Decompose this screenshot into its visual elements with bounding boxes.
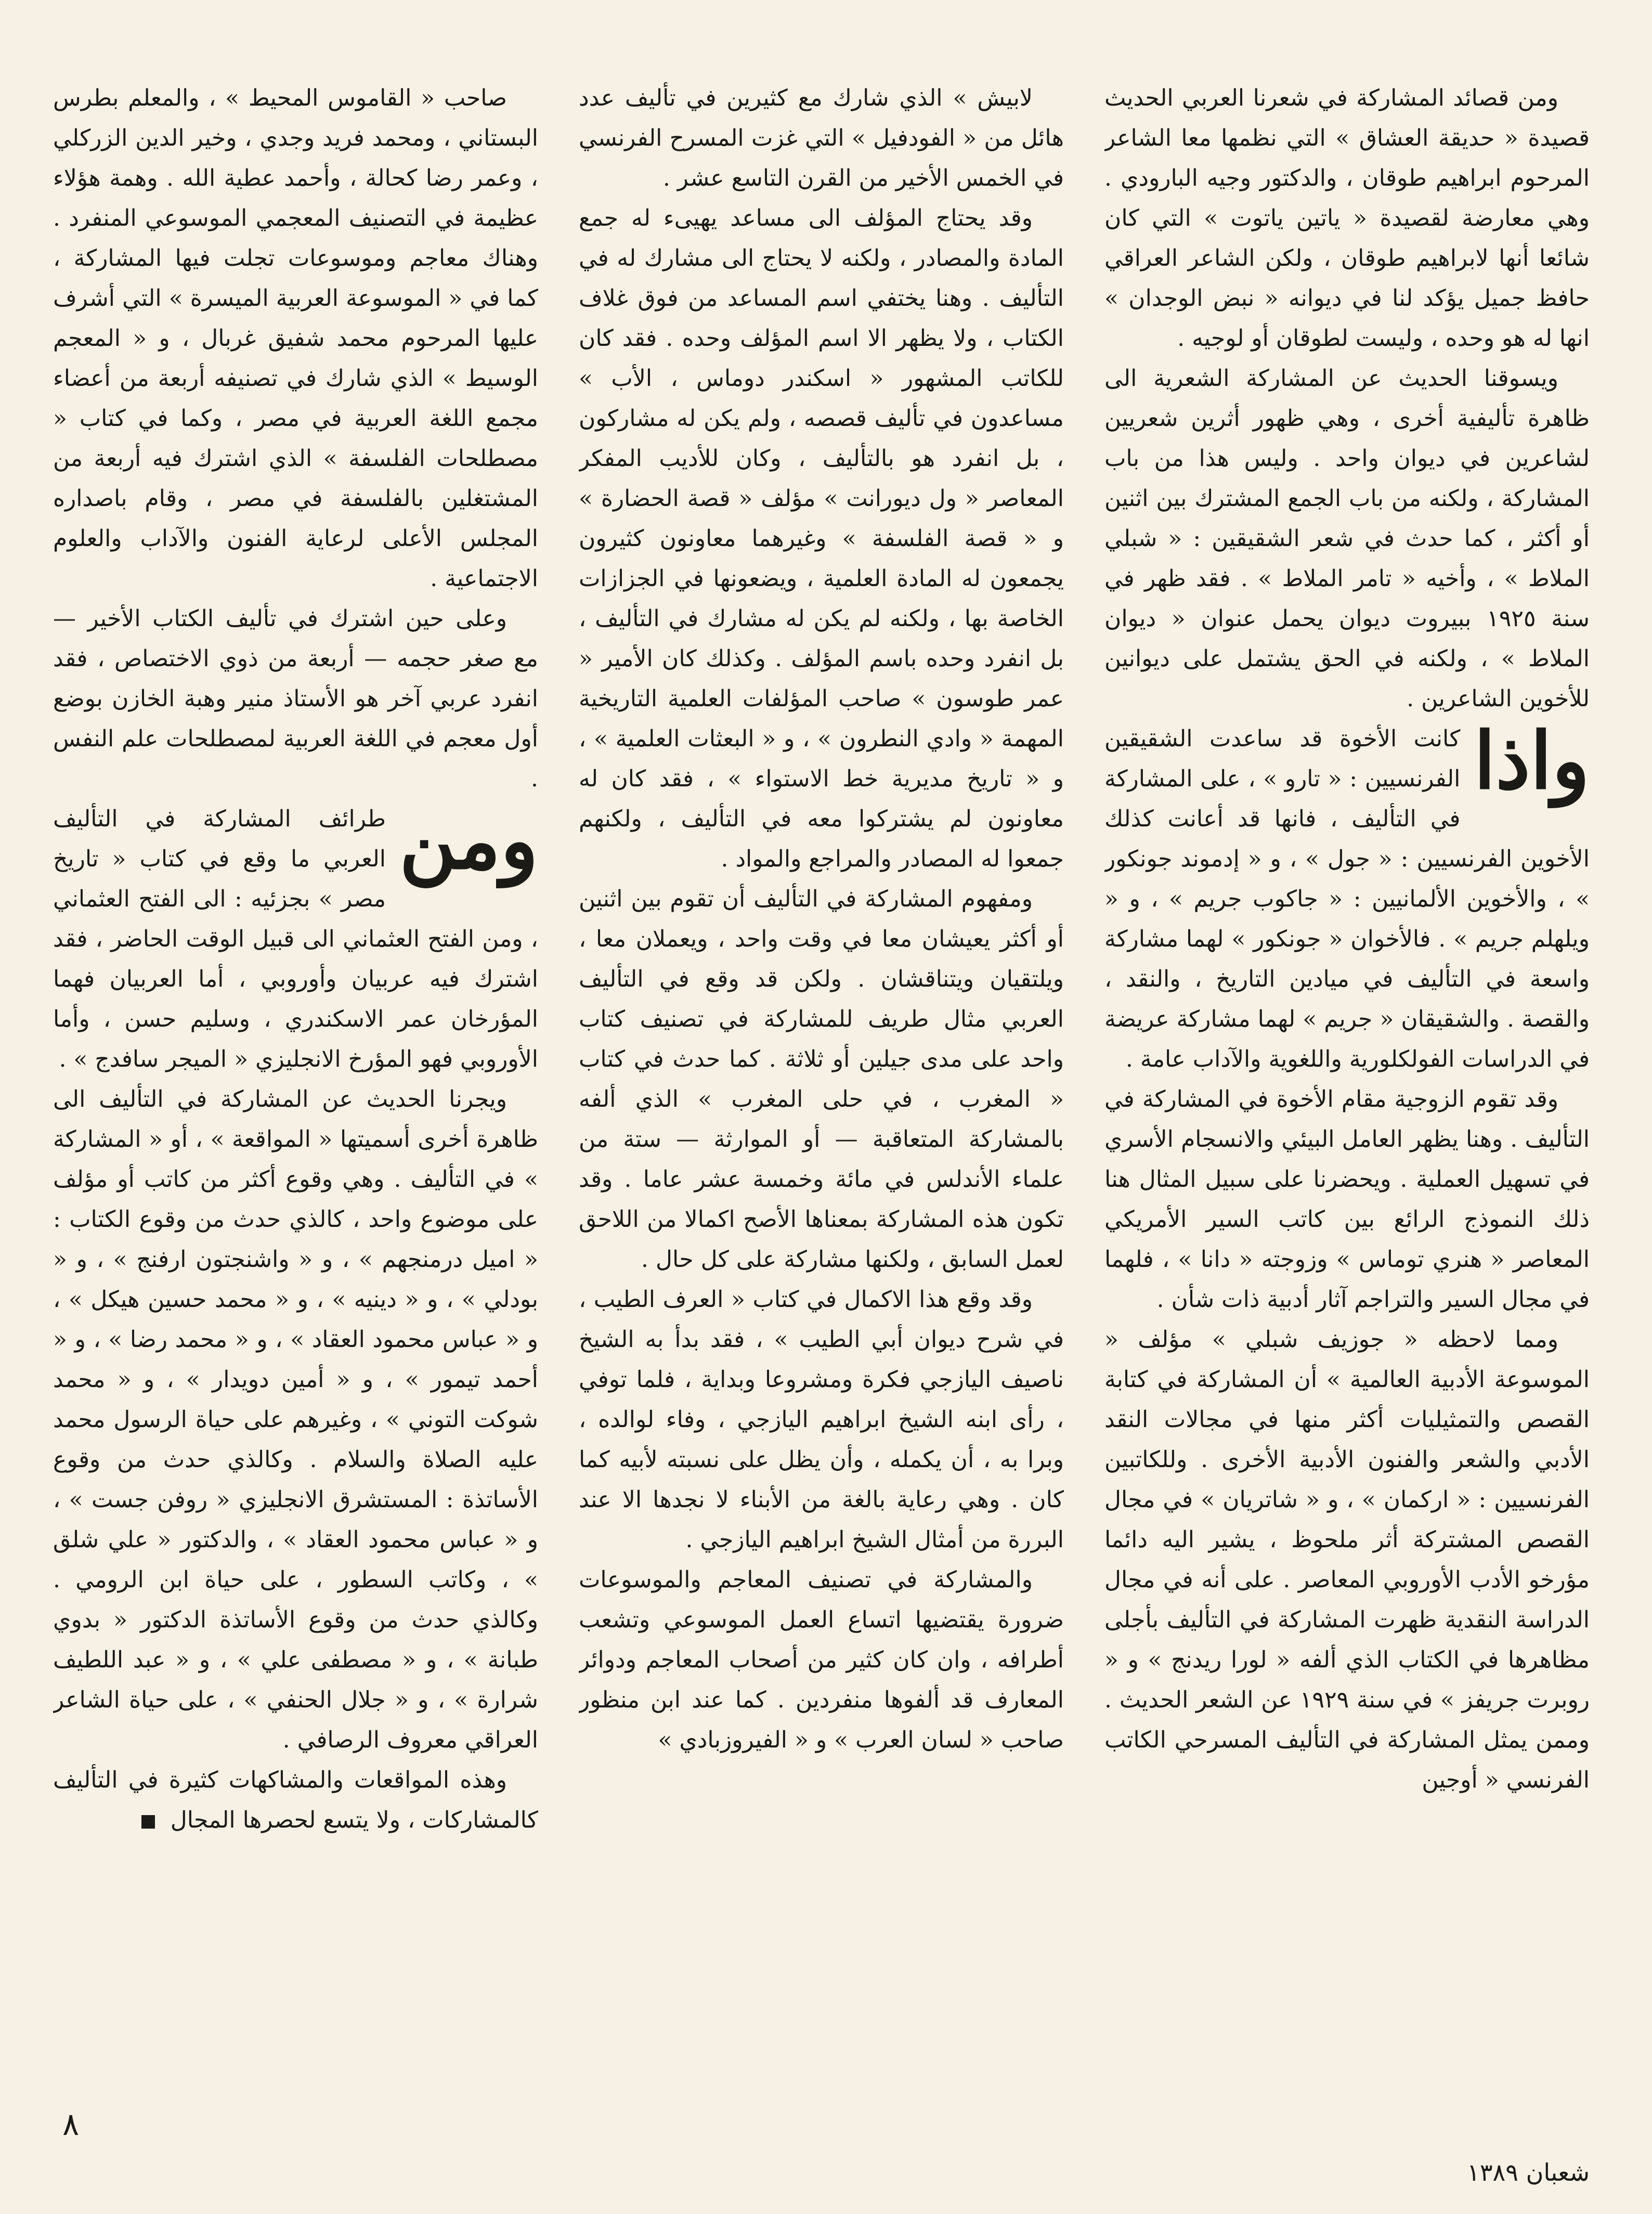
dropcap-text: كانت الأخوة قد ساعدت الشقيقين الفرنسيين : « تارو » ، على المشاركة في التأليف ، فانها قد أعانت كذلك الأخوين الفرنسيين : « جول » ، و « إدموند جونكور » ، والأخوين الألمانيين : « جاكوب جريم » ، و « ويلهلم جريم » . فالأخوان « جونكور » لهما مشاركة واسعة في التأليف في ميادين التاريخ ، والنقد ، والقصة . والشقيقان « جريم » لهما مشاركة عريضة في الدراسات الفولكلورية واللغوية والآداب عامة .	[1104, 726, 1590, 1072]
dropcap: ومن	[399, 795, 538, 887]
dropcap-paragraph	[53, 795, 538, 1079]
closing-text: وهذه المواقعات والمشاكهات كثيرة في التأليف كالمشاركات ، ولا يتسع لحصرها المجال	[53, 1767, 538, 1833]
page-number: ٨	[62, 2106, 80, 2143]
paragraph: وقد تقوم الزوجية مقام الأخوة في المشاركة في التأليف . وهنا يظهر العامل البيئي والانسجام الأسري في تسهيل العملية . ويحضرنا على سبيل المثال هنا ذلك النموذج الرائع بين كاتب السير الأمريكي المعاصر « هنري توماس » وزوجته « دانا » ، فلهما في مجال السير والتراجم آثار أدبية ذات شأن .	[1104, 1086, 1590, 1313]
paragraph: ويجرنا الحديث عن المشاركة في التأليف الى ظاهرة أخرى أسميتها « المواقعة » ، أو « المشاركة » في التأليف . وهي وقوع أكثر من كاتب أو مؤلف على موضوع واحد ، كالذي حدث من وقوع الكتاب : « اميل درمنجهم » ، و « واشنجتون ارفنج » ، و « بودلي » ، و « دينيه » ، و « محمد حسين هيكل » ، و « عباس محمود العقاد » ، و « محمد رضا » ، و « أحمد تيمور » ، و « أمين دويدار » ، و « محمد شوكت التوني » ، وغيرهم على حياة الرسول محمد عليه الصلاة والسلام . وكالذي حدث من وقوع الأساتذة : المستشرق الانجليزي « روفن جست » ، و « عباس محمود العقاد » ، والدكتور « علي شلق » ، وكاتب السطور ، على حياة ابن الرومي . وكالذي حدث من وقوع الأساتذة الدكتور « بدوي طبانة » ، و « مصطفى علي » ، و « عبد اللطيف شرارة » ، و « جلال الحنفي » ، على حياة الشاعر العراقي معروف الرصافي .	[53, 1086, 538, 1753]
paragraph: ومن قصائد المشاركة في شعرنا العربي الحديث قصيدة « حديقة العشاق » التي نظمها معا الشاعر المرحوم ابراهيم طوقان ، والدكتور وجيه البارودي . وهي معارضة لقصيدة « ياتين ياتوت » التي كان شائعا أنها لابراهيم طوقان ، ولكن الشاعر العراقي حافظ جميل يؤكد لنا في ديوانه « نبض الوجدان » انها له هو وحده ، وليست لطوقان أو لوجيه .	[1104, 85, 1590, 352]
issue-date: شعبان ١٣٨٩	[1467, 2158, 1590, 2186]
article-columns	[53, 78, 1590, 2065]
paragraph: صاحب « القاموس المحيط » ، والمعلم بطرس البستاني ، ومحمد فريد وجدي ، وخير الدين الزركلي ، وعمر رضا كحالة ، وأحمد عطية الله . وهمة هؤلاء عظيمة في التصنيف المعجمي الموسوعي المنفرد . وهناك معاجم وموسوعات تجلت فيها المشاركة ، كما في « الموسوعة العربية الميسرة » التي أشرف عليها المرحوم محمد شفيق غربال ، و « المعجم الوسيط » الذي شارك في تصنيفه أربعة من أعضاء مجمع اللغة العربية في مصر ، وكما في كتاب « مصطلحات الفلسفة » الذي اشترك فيه أربعة من المشتغلين بالفلسفة في مصر ، وقام باصداره المجلس الأعلى لرعاية الفنون والآداب والعلوم الاجتماعية .	[53, 85, 538, 592]
paragraph: وقد وقع هذا الاكمال في كتاب « العرف الطيب ، في شرح ديوان أبي الطيب » ، فقد بدأ به الشيخ ناصيف اليازجي فكرة ومشروعا وبداية ، فلما توفي ، رأى ابنه الشيخ ابراهيم اليازجي ، وفاء لوالده ، وبرا به ، أن يكمله ، وأن يظل على نسبته لأبيه كما كان . وهي رعاية بالغة من الأبناء لا نجدها الا عند البررة من أمثال الشيخ ابراهيم اليازجي .	[579, 1286, 1064, 1553]
dropcap-paragraph	[1104, 715, 1590, 1079]
paragraph	[53, 1760, 538, 1840]
column-left	[53, 78, 538, 2065]
paragraph: ومفهوم المشاركة في التأليف أن تقوم بين اثنين أو أكثر يعيشان معا في وقت واحد ، ويعملان معا ، ويلتقيان ويتناقشان . ولكن قد وقع في التأليف العربي مثال طريف للمشاركة في تصنيف كتاب واحد على مدى جيلين أو ثلاثة . كما حدث في كتاب « المغرب ، في حلى المغرب » الذي ألفه بالمشاركة المتعاقبة — أو الموارثة — ستة من علماء الأندلس في مائة وخمسة عشر عاما . وقد تكون هذه المشاركة بمعناها الأصح اكمالا من اللاحق لعمل السابق ، ولكنها مشاركة على كل حال .	[579, 886, 1064, 1273]
column-right	[1104, 78, 1590, 2065]
dropcap-text: طرائف المشاركة في التأليف العربي ما وقع في كتاب « تاريخ مصر » بجزئيه : الى الفتح العثماني ، ومن الفتح العثماني الى قبيل الوقت الحاضر ، فقد اشترك فيه عربيان وأوروبي ، أما العربيان فهما المؤرخان عمر الاسكندري ، وسليم حسن ، وأما الأوروبي فهو المؤرخ الانجليزي « الميجر سافدج » .	[53, 806, 538, 1072]
column-middle	[579, 78, 1064, 2065]
dropcap: واذا	[1474, 715, 1590, 807]
paragraph: لابيش » الذي شارك مع كثيرين في تأليف عدد هائل من « الفودفيل » التي غزت المسرح الفرنسي في الخمس الأخير من القرن التاسع عشر .	[579, 85, 1064, 191]
paragraph: وعلى حين اشترك في تأليف الكتاب الأخير — مع صغر حجمه — أربعة من ذوي الاختصاص ، فقد انفرد عربي آخر هو الأستاذ منير وهبة الخازن بوضع أول معجم في اللغة العربية لمصطلحات علم النفس .	[53, 605, 538, 792]
paragraph: ومما لاحظه « جوزيف شبلي » مؤلف « الموسوعة الأدبية العالمية » أن المشاركة في كتابة القصص والتمثيليات أكثر منها في مجالات النقد الأدبي والشعر والفنون الأدبية الأخرى . وللكاتبين الفرنسيين : « اركمان » ، و « شاتريان » في مجال القصص المشتركة أثر ملحوظ ، يشير اليه دائما مؤرخو الأدب الأوروبي المعاصر . على أنه في مجال الدراسة النقدية ظهرت المشاركة في التأليف بأجلى مظاهرها في الكتاب الذي ألفه « لورا ريدنج » و « روبرت جريفز » في سنة ١٩٢٩ عن الشعر الحديث . وممن يمثل المشاركة في التأليف المسرحي الكاتب الفرنسي « أوجين	[1104, 1326, 1590, 1793]
paragraph: والمشاركة في تصنيف المعاجم والموسوعات ضرورة يقتضيها اتساع العمل الموسوعي وتشعب أطرافه ، وان كان كثير من أصحاب المعاجم ودوائر المعارف قد ألفوها منفردين . كما عند ابن منظور صاحب « لسان العرب » و « الفيروزبادي »	[579, 1566, 1064, 1753]
paragraph: وقد يحتاج المؤلف الى مساعد يهيىء له جمع المادة والمصادر ، ولكنه لا يحتاج الى مشارك له في التأليف . وهنا يختفي اسم المساعد من فوق غلاف الكتاب ، ولا يظهر الا اسم المؤلف وحده . فقد كان للكاتب المشهور « اسكندر دوماس ، الأب » مساعدون في تأليف قصصه ، ولم يكن له مشاركون ، بل انفرد هو بالتأليف ، وكان للأديب المفكر المعاصر « ول ديورانت » مؤلف « قصة الحضارة » و « قصة الفلسفة » وغيرهما معاونون كثيرون يجمعون له المادة العلمية ، ويضعونها في الجزازات الخاصة بها ، ولكنه لم يكن له مشارك في التأليف ، بل انفرد وحده باسم المؤلف . وكذلك كان الأمير « عمر طوسون » صاحب المؤلفات العلمية التاريخية المهمة « وادي النطرون » ، و « البعثات العلمية » ، و « تاريخ مديرية خط الاستواء » ، فقد كان له معاونون لم يشتركوا معه في التأليف ، ولكنهم جمعوا له المصادر والمراجع والمواد .	[579, 205, 1064, 872]
end-of-article-mark	[141, 1815, 155, 1829]
paragraph: ويسوقنا الحديث عن المشاركة الشعرية الى ظاهرة تأليفية أخرى ، وهي ظهور أثرين شعريين لشاعرين في ديوان واحد . وليس هذا من باب المشاركة ، ولكنه من باب الجمع المشترك بين اثنين أو أكثر ، كما حدث في شعر الشقيقين : « شبلي الملاط » ، وأخيه « تامر الملاط » . فقد ظهر في سنة ١٩٢٥ ببيروت ديوان يحمل عنوان « ديوان الملاط » ، ولكنه في الحق يشتمل على ديوانين للأخوين الشاعرين .	[1104, 365, 1590, 712]
